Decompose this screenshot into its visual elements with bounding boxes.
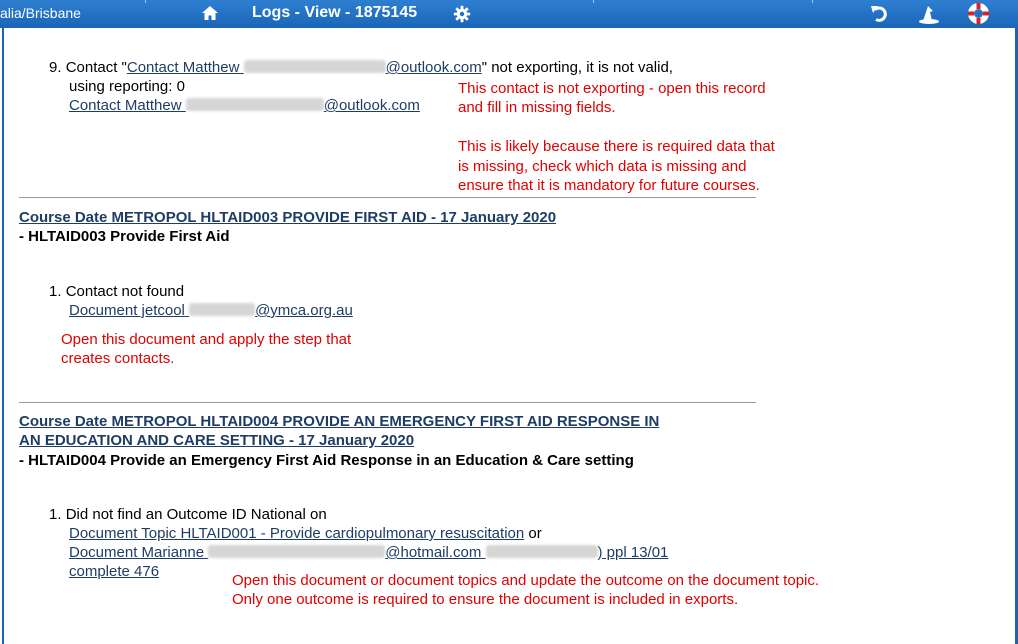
hint-text: and fill in missing fields. — [458, 99, 616, 116]
frame-border-left — [2, 28, 4, 644]
item-text: Did not find an Outcome ID National on — [65, 506, 327, 523]
contact-link-prefix[interactable]: Contact Matthew — [69, 97, 182, 114]
item-text-lead: Contact " — [65, 59, 127, 76]
list-item — [49, 506, 327, 523]
item-line: using reporting: 0 — [69, 78, 185, 95]
wizard-hat-icon[interactable] — [917, 3, 941, 25]
page-title: Logs - View - 1875145 — [252, 4, 418, 21]
redacted-text — [189, 303, 255, 316]
divider — [812, 0, 813, 3]
list-item — [49, 283, 184, 300]
hint-text: This contact is not exporting - open this record — [458, 80, 766, 97]
gear-icon[interactable] — [453, 5, 471, 23]
item-text: Contact not found — [65, 283, 185, 300]
document-link-suffix[interactable]: ) ppl 13/01 — [597, 544, 669, 561]
top-bar — [0, 0, 1018, 28]
document-link[interactable] — [69, 544, 668, 561]
divider — [593, 0, 594, 3]
contact-link-prefix[interactable]: Contact Matthew — [126, 59, 240, 76]
list-item — [49, 59, 673, 76]
lifebuoy-help-icon[interactable] — [967, 2, 990, 25]
divider-line — [19, 197, 756, 198]
document-link[interactable] — [69, 302, 353, 319]
course-date-link[interactable]: AN EDUCATION AND CARE SETTING - 17 January 2020 — [19, 432, 415, 449]
hint-text: creates contacts. — [61, 350, 175, 367]
hint-text: Only one outcome is required to ensure the document is included in exports. — [232, 591, 739, 608]
hint-text: Open this document or document topics and update the outcome on the document topic. — [232, 572, 820, 589]
divider-line — [19, 402, 756, 403]
redacted-text — [208, 545, 385, 558]
or-text: or — [524, 525, 542, 542]
item-line — [69, 525, 542, 542]
document-topic-link[interactable]: Document Topic HLTAID001 - Provide cardiopulmonary resuscitation — [69, 525, 525, 542]
course-date-link[interactable]: Course Date METROPOL HLTAID004 PROVIDE AN EMERGENCY FIRST AID RESPONSE IN — [19, 413, 660, 430]
redacted-text — [486, 545, 598, 558]
item-number: 1. — [49, 283, 62, 300]
document-link-continued[interactable]: complete 476 — [69, 563, 160, 580]
contact-link[interactable] — [127, 59, 482, 76]
section-subtitle: - HLTAID003 Provide First Aid — [19, 228, 230, 245]
home-icon[interactable] — [201, 4, 219, 22]
contact-link-2[interactable] — [69, 97, 420, 114]
contact-link-suffix[interactable]: @outlook.com — [323, 97, 420, 114]
document-link-suffix[interactable]: @ymca.org.au — [255, 302, 353, 319]
course-date-link[interactable]: Course Date METROPOL HLTAID003 PROVIDE FIRST AID - 17 January 2020 — [19, 209, 557, 226]
document-link-prefix[interactable]: Document jetcool — [69, 302, 185, 319]
item-number: 9. — [49, 59, 62, 76]
hint-text: Open this document and apply the step that — [61, 331, 352, 348]
document-link-prefix[interactable]: Document Marianne — [69, 544, 205, 561]
item-text-tail: " not exporting, it is not valid, — [481, 59, 673, 76]
timezone-label: alia/Brisbane — [0, 5, 81, 21]
contact-link-suffix[interactable]: @outlook.com — [385, 59, 482, 76]
divider — [145, 0, 146, 3]
hint-text: is missing, check which data is missing and — [458, 158, 747, 175]
redacted-text — [186, 98, 324, 111]
hint-text: ensure that it is mandatory for future courses. — [458, 177, 760, 194]
hint-text: This is likely because there is required data that — [458, 138, 775, 155]
undo-icon[interactable] — [869, 3, 890, 24]
redacted-text — [244, 60, 386, 73]
document-link-mid[interactable]: @hotmail.com — [385, 544, 482, 561]
section-subtitle: - HLTAID004 Provide an Emergency First Aid Response in an Education & Care setting — [19, 452, 634, 469]
item-number: 1. — [49, 506, 62, 523]
